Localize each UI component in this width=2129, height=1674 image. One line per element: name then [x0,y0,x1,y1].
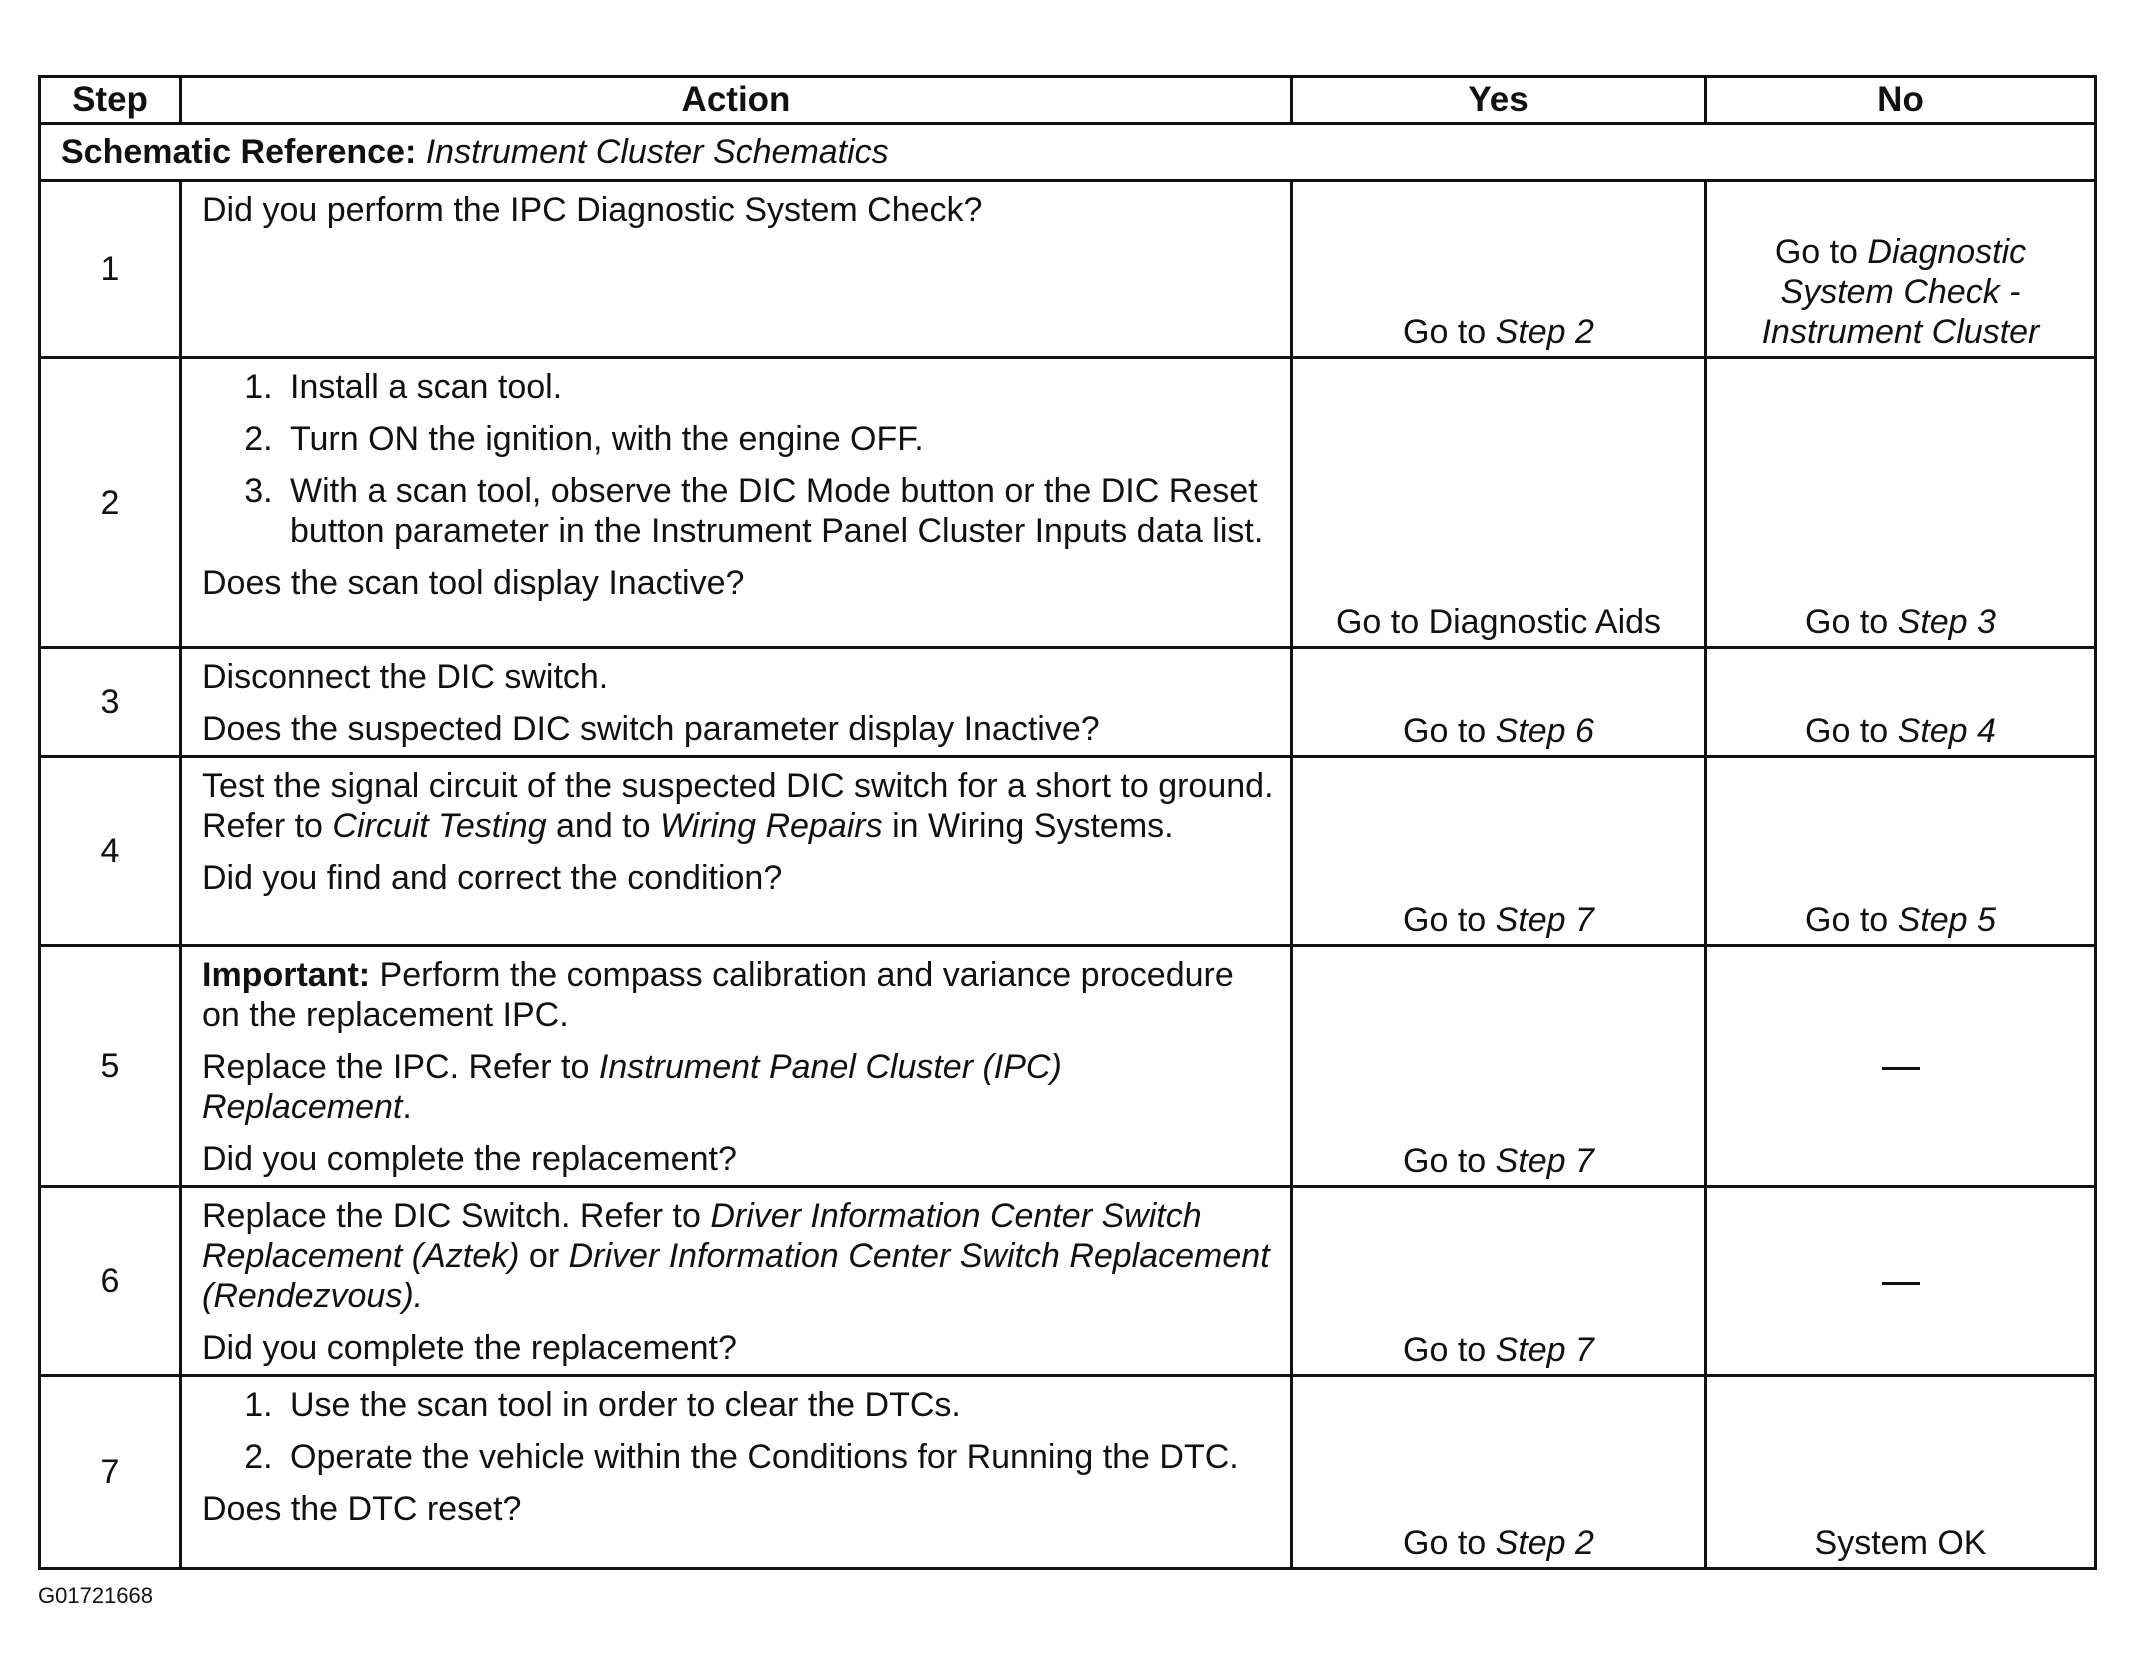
reference-link: Driver Information Center Switch Replacement (Aztek) [202,1197,1202,1275]
table-row [40,1376,2096,1569]
step-link: Step 7 [1495,1331,1594,1369]
list-item: 1. Install a scan tool. [282,367,1276,407]
instruction-text [202,766,1276,846]
diagnostic-table [38,75,2097,1570]
text-segment: or [519,1237,569,1275]
header-action: Action [181,77,1292,124]
reference-link: System Check - [1780,273,2021,311]
list-item: 1. Use the scan tool in order to clear the DTCs. [282,1385,1276,1425]
action-cell [181,181,1292,358]
no-cell [1706,181,2096,358]
reference-link: Circuit Testing [332,807,547,845]
question-text: Does the scan tool display Inactive? [202,564,745,602]
yes-prefix: Go to [1403,1331,1496,1369]
yes-cell [1292,946,1706,1187]
step-link: Step 6 [1495,712,1594,750]
yes-cell [1292,1376,1706,1569]
no-cell [1706,757,2096,946]
action-cell [181,1376,1292,1569]
reference-link: Diagnostic [1867,233,2027,271]
no-prefix: Go to [1805,712,1898,750]
action-cell [181,757,1292,946]
no-cell [1706,648,2096,757]
important-note [202,955,1276,1035]
question-text: Did you perform the IPC Diagnostic System Check? [202,191,983,229]
step-link: Step 2 [1495,1524,1594,1562]
schematic-reference [40,124,2096,181]
header-yes: Yes [1292,77,1706,124]
table-row [40,181,2096,358]
yes-cell [1292,757,1706,946]
step-number: 2 [40,358,181,648]
action-cell [181,946,1292,1187]
yes-cell [1292,358,1706,648]
text-segment: . [402,1088,412,1126]
not-applicable-dash [1882,1282,1920,1285]
reference-link: Instrument Panel Cluster (IPC) Replacement [202,1048,1062,1126]
yes-prefix: Go to [1403,1142,1496,1180]
not-applicable-dash [1882,1067,1920,1070]
no-prefix: Go to [1774,233,1868,271]
yes-cell [1292,1187,1706,1376]
text-segment: Replace the DIC Switch. Refer to [202,1197,711,1235]
text-segment: and to [546,807,660,845]
diagnostic-document [38,75,2094,1570]
list-item: 3. With a scan tool, observe the DIC Mode button or the DIC Reset button parameter in the Instrument Panel Cluster Inputs data list. [282,471,1276,551]
question-text: Did you find and correct the condition? [202,859,783,897]
action-cell [181,648,1292,757]
step-link: Step 3 [1897,603,1996,641]
reference-link: Driver Information Center Switch Replacement (Rendezvous). [202,1237,1270,1315]
step-number: 1 [40,181,181,358]
instruction-text: Disconnect the DIC switch. [202,658,609,696]
yes-text: Go to Diagnostic Aids [1335,603,1662,641]
action-cell [181,358,1292,648]
header-step: Step [40,77,181,124]
list-item: 2. Operate the vehicle within the Conditions for Running the DTC. [282,1437,1276,1477]
schematic-row [40,124,2096,181]
step-number: 3 [40,648,181,757]
step-link: Step 7 [1495,901,1594,939]
table-row [40,358,2096,648]
question-text: Does the suspected DIC switch parameter display Inactive? [202,710,1100,748]
step-number: 7 [40,1376,181,1569]
table-row [40,757,2096,946]
step-link: Step 2 [1495,313,1594,351]
figure-id: G01721668 [38,1583,153,1608]
instruction-text [202,1196,1276,1316]
reference-link: Wiring Repairs [659,807,883,845]
instruction-text [202,1047,1276,1127]
table-row [40,648,2096,757]
action-cell [181,1187,1292,1376]
no-cell [1706,1376,2096,1569]
step-number: 5 [40,946,181,1187]
yes-prefix: Go to [1403,1524,1496,1562]
header-no: No [1706,77,2096,124]
question-text: Did you complete the replacement? [202,1140,737,1178]
instruction-list [202,1385,1276,1477]
yes-prefix: Go to [1403,712,1496,750]
step-link: Step 5 [1897,901,1996,939]
schematic-label: Schematic Reference: [61,133,417,171]
instruction-list [202,367,1276,551]
yes-cell [1292,648,1706,757]
no-prefix: Go to [1805,603,1898,641]
text-segment: Replace the IPC. Refer to [202,1048,599,1086]
step-number: 6 [40,1187,181,1376]
step-number: 4 [40,757,181,946]
table-row [40,946,2096,1187]
header-row [40,77,2096,124]
important-label: Important: [202,956,371,994]
no-text: System OK [1814,1524,1987,1562]
yes-cell [1292,181,1706,358]
no-cell [1706,946,2096,1187]
step-link: Step 4 [1897,712,1996,750]
question-text: Did you complete the replacement? [202,1329,737,1367]
question-text: Does the DTC reset? [202,1490,522,1528]
yes-prefix: Go to [1403,313,1496,351]
table-row [40,1187,2096,1376]
text-segment: in Wiring Systems. [882,807,1174,845]
schematic-link: Instrument Cluster Schematics [425,133,889,171]
yes-prefix: Go to [1403,901,1496,939]
step-link: Step 7 [1495,1142,1594,1180]
important-text: Perform the compass calibration and variance procedure on the replacement IPC. [202,956,1234,1034]
list-item: 2. Turn ON the ignition, with the engine OFF. [282,419,1276,459]
no-cell [1706,358,2096,648]
reference-link: Instrument Cluster [1761,313,2040,351]
no-cell [1706,1187,2096,1376]
no-prefix: Go to [1805,901,1898,939]
text-segment: Test the signal circuit of the suspected DIC switch for a short to ground. Refer to [202,767,1274,845]
